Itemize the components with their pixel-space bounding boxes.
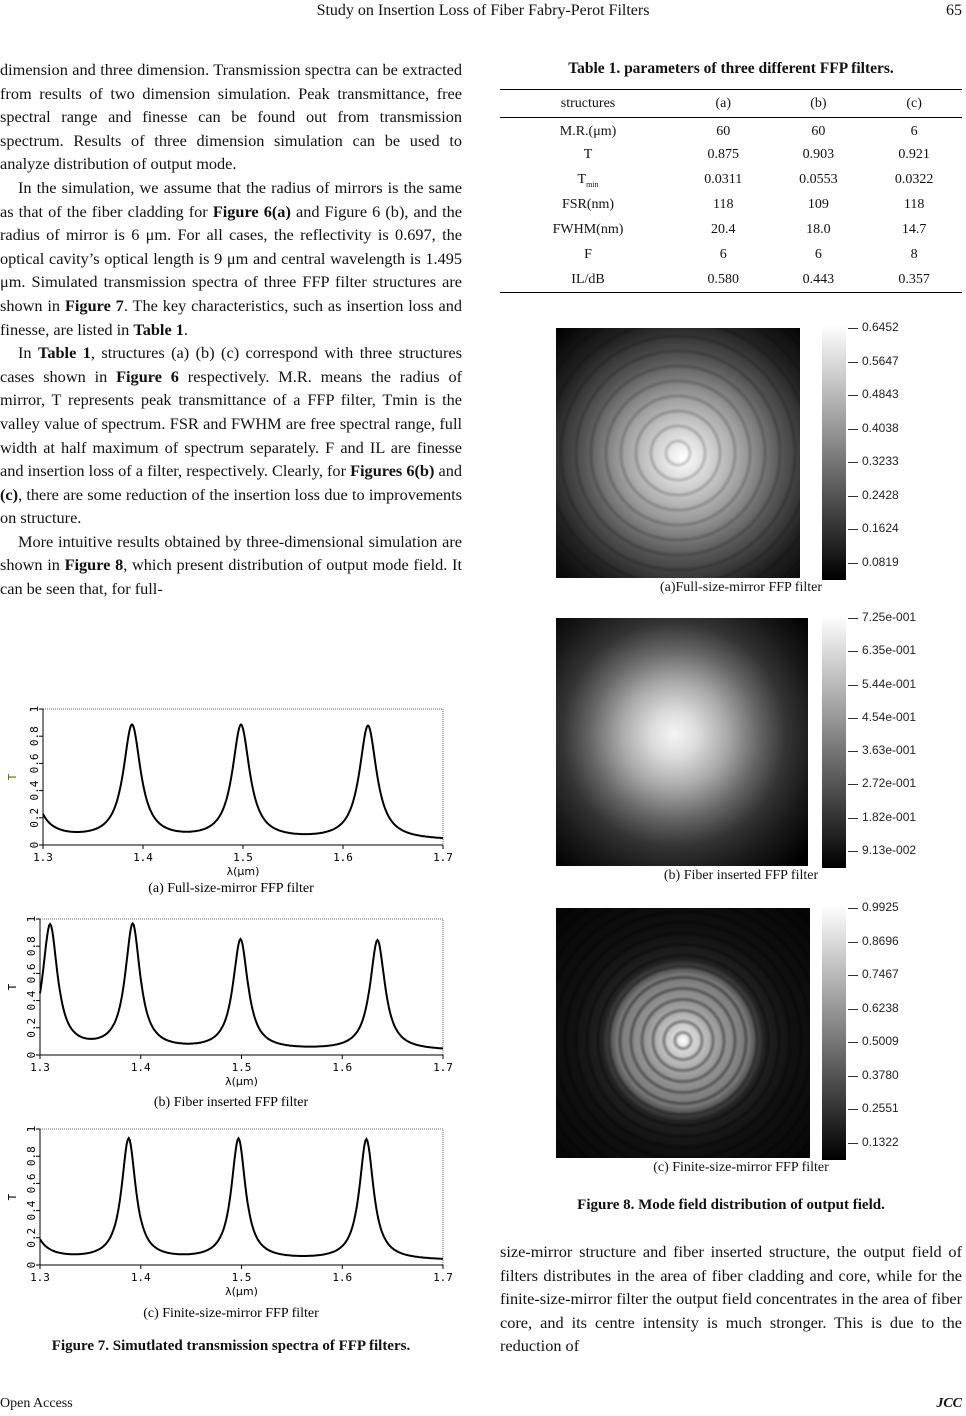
y-tick-label: 1 xyxy=(25,915,38,923)
colorbar-label: 0.9925 xyxy=(862,900,899,914)
mode-field-image xyxy=(556,618,808,866)
table-row xyxy=(500,193,962,218)
table-cell: 18.0 xyxy=(806,222,831,237)
colorbar-tick xyxy=(848,1042,858,1043)
colorbar-tick xyxy=(848,328,858,329)
left-column-text xyxy=(0,58,462,601)
colorbar-labels xyxy=(862,320,962,570)
colorbar-label: 0.6238 xyxy=(862,1000,899,1015)
y-tick-label: 0.4 xyxy=(28,780,41,801)
colorbar-tick xyxy=(848,942,858,943)
colorbar-label: 0.4843 xyxy=(862,387,899,402)
x-tick-label: 1.4 xyxy=(133,851,153,864)
x-axis-label: λ(μm) xyxy=(225,1285,258,1298)
page-number: 65 xyxy=(946,2,962,19)
colorbar-label: 0.3780 xyxy=(862,1067,899,1082)
y-tick-label: 0.8 xyxy=(28,726,41,747)
chart-caption: (c) Finite-size-mirror FFP filter xyxy=(143,1306,319,1321)
table-cell: 60 xyxy=(716,124,731,140)
colorbar-label: 0.1322 xyxy=(862,1135,899,1149)
x-tick-label: 1.5 xyxy=(233,851,253,864)
y-tick-label: 0.2 xyxy=(25,1227,38,1248)
colorbar-label: 7.25e-001 xyxy=(862,610,917,624)
table-cell: 109 xyxy=(807,197,829,212)
y-tick-label: 0.8 xyxy=(25,1146,38,1167)
y-tick-label: 0.6 xyxy=(25,963,38,984)
colorbar-tick xyxy=(848,1009,858,1010)
colorbar-label: 3.63e-001 xyxy=(862,743,917,758)
column-header: (a) xyxy=(715,95,732,111)
colorbar-tick xyxy=(848,462,858,463)
table-cell: T xyxy=(583,147,593,162)
x-axis-label: λ(μm) xyxy=(226,865,260,878)
table-row xyxy=(500,143,962,168)
x-tick-label: 1.6 xyxy=(332,1271,353,1284)
colorbar-tick xyxy=(848,529,858,530)
colorbar-tick xyxy=(848,851,858,852)
transmission-chart xyxy=(6,1126,453,1321)
parameters-table xyxy=(500,89,962,293)
column-header: (c) xyxy=(906,95,922,111)
chart-caption: (a) Full-size-mirror FFP filter xyxy=(148,881,314,896)
footer-open-access: Open Access xyxy=(0,1396,73,1411)
table-cell: 6 xyxy=(719,247,727,262)
paragraph: In Table 1, structures (a) (b) (c) correspond with three structures cases shown in Figure 6 respectively. M.R. means the radius of mirror, T represents peak transmittance of a FFP filter, Tmin is the valley value of spectrum. FSR and FWHM are free spectral range, full width at half maximum of spectrum separately. F and IL are finesse and insertion loss of a filter, respectively. Clearly, for Figures 6(b) and (c), there are some reduction of the insertion loss due to improvements on structure. xyxy=(0,343,463,528)
table-cell: 60 xyxy=(811,124,826,140)
table-cell: 0.903 xyxy=(802,147,835,162)
y-tick-label: 0.6 xyxy=(28,753,41,774)
mode-field-image xyxy=(556,328,800,578)
table-cell: 0.580 xyxy=(707,271,739,287)
table-row xyxy=(500,243,962,268)
y-tick-label: 0.2 xyxy=(25,1017,38,1038)
right-column-text xyxy=(500,1240,962,1358)
y-axis-label: T xyxy=(6,983,19,991)
colorbar-tick xyxy=(848,685,858,686)
spectrum-line xyxy=(40,923,443,1048)
table-cell: 20.4 xyxy=(711,222,736,237)
colorbar-tick xyxy=(848,751,858,752)
panel-caption: (b) Fiber inserted FFP filter xyxy=(663,868,819,883)
table-row xyxy=(500,118,962,143)
figure-7-charts xyxy=(0,700,462,1340)
colorbar-label: 5.44e-001 xyxy=(862,676,917,691)
spectrum-line xyxy=(40,1138,443,1259)
chart-caption: (b) Fiber inserted FFP filter xyxy=(153,1095,309,1110)
table-cell: 0.0553 xyxy=(799,172,838,187)
y-tick-label: 1 xyxy=(28,705,41,713)
table-cell: 0.921 xyxy=(898,147,930,162)
x-tick-label: 1.4 xyxy=(130,1061,151,1074)
y-tick-label: 0.8 xyxy=(25,936,38,957)
colorbar xyxy=(822,615,846,868)
colorbar-tick xyxy=(848,618,858,619)
paragraph: dimension and three dimension. Transmission spectra can be extracted from results of two dimension simulation. Peak transmittance, free spectral range and finesse can be found out from transmission spectrum. Results of three dimension simulation can be used to analyze distribution of output mode. xyxy=(0,60,462,174)
table-cell: FSR(nm) xyxy=(561,197,615,212)
colorbar-label: 0.3233 xyxy=(862,454,899,469)
x-tick-label: 1.3 xyxy=(30,1061,50,1074)
table-cell: 0.443 xyxy=(802,271,835,287)
colorbar-label: 0.4038 xyxy=(862,420,899,435)
colorbar-labels xyxy=(862,900,962,1150)
table-cell: 6 xyxy=(814,247,822,262)
table-row xyxy=(500,168,962,193)
table-title: Table 1. parameters of three different FFP filters. xyxy=(568,60,894,77)
colorbar-tick xyxy=(848,651,858,652)
colorbar-tick xyxy=(848,563,858,564)
colorbar-label: 6.35e-001 xyxy=(862,643,917,658)
table-cell: F xyxy=(584,247,592,262)
table-cell: FWHM(nm) xyxy=(552,222,624,237)
x-tick-label: 1.7 xyxy=(433,851,453,864)
spectrum-line xyxy=(43,724,443,838)
column-header: structures xyxy=(560,95,616,111)
x-tick-label: 1.5 xyxy=(231,1271,252,1284)
colorbar-tick xyxy=(848,784,858,785)
colorbar-label: 4.54e-001 xyxy=(862,709,917,724)
transmission-chart xyxy=(6,916,453,1110)
table-cell: 118 xyxy=(713,197,734,212)
colorbar-tick xyxy=(848,496,858,497)
transmission-chart xyxy=(6,706,453,896)
colorbar-tick xyxy=(848,818,858,819)
y-axis-label: T xyxy=(6,773,19,781)
y-tick-label: 0.6 xyxy=(25,1173,38,1194)
figure-8-caption: Figure 8. Mode field distribution of output field. xyxy=(577,1197,885,1213)
paragraph: size-mirror structure and fiber inserted structure, the output field of filters distributes in the area of fiber cladding and core, while for the finite-size-mirror filter the output field concentrates in the area of fiber core, and its centre intensity is much stronger. This is due to the reduction of xyxy=(500,1242,962,1356)
colorbar-labels xyxy=(862,610,962,858)
colorbar-label: 0.5647 xyxy=(862,353,899,368)
x-axis-label: λ(μm) xyxy=(225,1075,258,1088)
colorbar-label: 9.13e-002 xyxy=(862,843,917,857)
colorbar-label: 0.7467 xyxy=(862,967,899,982)
table-cell: 118 xyxy=(903,197,925,212)
table-cell: 8 xyxy=(910,247,918,262)
table-cell: 14.7 xyxy=(901,222,927,237)
y-tick-label: 0 xyxy=(25,1261,38,1269)
colorbar-tick xyxy=(848,908,858,909)
table-row xyxy=(500,218,962,243)
x-tick-label: 1.3 xyxy=(33,851,53,864)
x-tick-label: 1.6 xyxy=(332,1061,353,1074)
x-tick-label: 1.5 xyxy=(231,1061,252,1074)
y-tick-label: 0 xyxy=(25,1051,38,1059)
panel-caption: (a)Full-size-mirror FFP filter xyxy=(659,580,822,595)
colorbar-tick xyxy=(848,1109,858,1110)
y-tick-label: 0 xyxy=(28,841,41,849)
table-cell: 6 xyxy=(910,124,918,140)
colorbar-tick xyxy=(848,395,858,396)
colorbar-tick xyxy=(848,975,858,976)
x-tick-label: 1.7 xyxy=(433,1061,453,1074)
figure-7-caption: Figure 7. Simutlated transmission spectra of FFP filters. xyxy=(51,1338,411,1354)
colorbar-label: 0.2428 xyxy=(862,487,899,502)
colorbar-label: 0.5009 xyxy=(862,1034,899,1049)
colorbar-label: 1.82e-001 xyxy=(862,809,917,824)
colorbar-tick xyxy=(848,1143,858,1144)
panel-caption: (c) Finite-size-mirror FFP filter xyxy=(653,1160,829,1175)
paragraph: In the simulation, we assume that the radius of mirrors is the same as that of the fiber cladding for Figure 6(a) and Figure 6 (b), and the radius of mirror is 6 μm. For all cases, the reflectivity is 0.697, the optical cavity’s optical length is 9 μm and central wavelength is 1.495 μm. Simulated transmission spectra of three FFP filter structures are shown in Figure 7. The key characteristics, such as insertion loss and finesse, are listed in Table 1. xyxy=(0,177,463,339)
colorbar-tick xyxy=(848,718,858,719)
colorbar-label: 0.1624 xyxy=(862,521,899,536)
table-header-row xyxy=(500,90,962,118)
colorbar-label: 0.2551 xyxy=(862,1101,899,1116)
colorbar-label: 0.8696 xyxy=(862,933,899,948)
y-tick-label: 0.4 xyxy=(25,990,38,1011)
x-tick-label: 1.3 xyxy=(30,1271,50,1284)
table-cell: $T_{min}$ xyxy=(577,171,599,189)
footer-journal: JCC xyxy=(936,1396,962,1411)
table-cell: M.R.(μm) xyxy=(559,124,617,140)
colorbar-label: 0.6452 xyxy=(862,320,899,334)
colorbar-tick xyxy=(848,362,858,363)
x-tick-label: 1.4 xyxy=(130,1271,151,1284)
x-tick-label: 1.7 xyxy=(433,1271,453,1284)
colorbar-label: 2.72e-001 xyxy=(862,776,917,791)
colorbar xyxy=(822,325,846,580)
table-row xyxy=(500,268,962,293)
colorbar xyxy=(822,905,846,1160)
table-cell: 0.0322 xyxy=(894,172,934,187)
table-cell: 0.357 xyxy=(898,271,930,287)
table-cell: 0.875 xyxy=(707,147,739,162)
table-cell: 0.0311 xyxy=(704,172,743,187)
paragraph: More intuitive results obtained by three-dimensional simulation are shown in Figure 8, which present distribution of output mode field. It can be seen that, for full- xyxy=(0,531,462,599)
x-tick-label: 1.6 xyxy=(333,851,353,864)
y-tick-label: 1 xyxy=(25,1125,38,1133)
running-header: Study on Insertion Loss of Fiber Fabry-Perot Filters xyxy=(316,2,650,19)
colorbar-tick xyxy=(848,429,858,430)
column-header: (b) xyxy=(810,95,827,111)
colorbar-label: 0.0819 xyxy=(862,555,899,569)
mode-field-image xyxy=(556,908,810,1158)
y-tick-label: 0.4 xyxy=(25,1200,38,1221)
table-cell: IL/dB xyxy=(571,271,605,287)
y-tick-label: 0.2 xyxy=(28,807,41,828)
y-axis-label: T xyxy=(6,1193,19,1201)
colorbar-tick xyxy=(848,1076,858,1077)
